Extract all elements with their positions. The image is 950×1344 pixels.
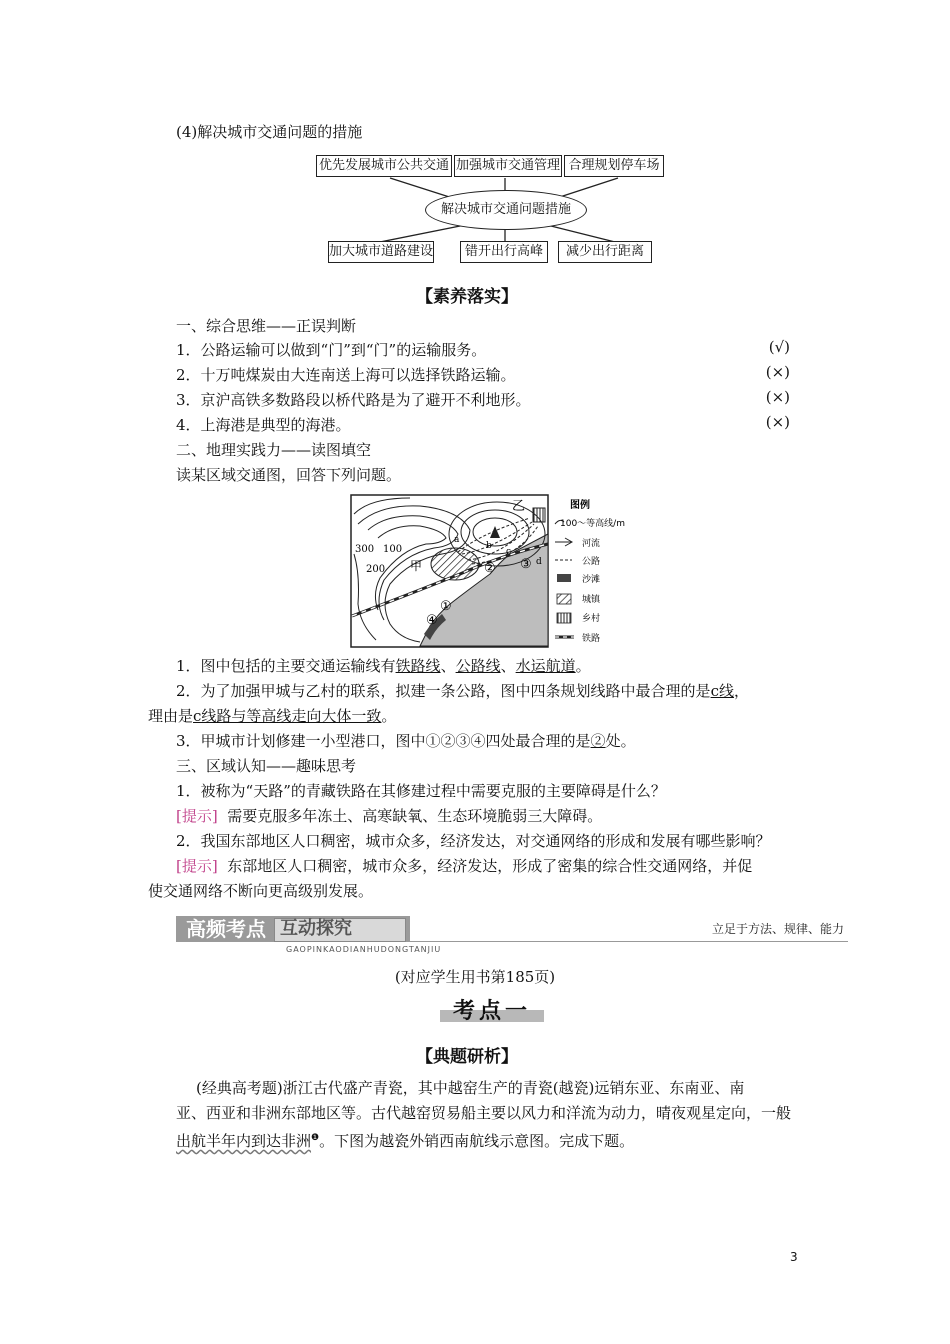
measure-box-traffic-management: 加强城市交通管理 bbox=[454, 155, 562, 177]
part2-title: 二、地理实践力——读图填空 bbox=[176, 441, 372, 459]
judgment-mark-2: (×) bbox=[765, 363, 790, 381]
map-question-1: 1．图中包括的主要交通运输线有铁路线、公路线、水运航道。 bbox=[176, 657, 591, 675]
map-legend bbox=[555, 498, 625, 644]
legend-beach: 沙滩 bbox=[582, 575, 601, 585]
banner-pinyin: GAOPINKAODIANHUDONGTANJIU bbox=[286, 945, 442, 954]
dianti-heading: 【典题研析】 bbox=[416, 1047, 518, 1067]
think-answer-2-cont: 使交通网络不断向更高级别发展。 bbox=[148, 882, 374, 900]
map-label-d: d bbox=[536, 557, 542, 567]
map-question-2: 2．为了加强甲城与乙村的联系，拟建一条公路，图中四条规划线路中最合理的是c线， bbox=[176, 682, 749, 700]
banner-right-text: 立足于方法、规律、能力 bbox=[711, 922, 844, 936]
map-label-b: b bbox=[486, 541, 492, 551]
legend-railway: 铁路 bbox=[582, 634, 601, 644]
judgment-item-2: 2．十万吨煤炭由大连南送上海可以选择铁路运输。 bbox=[176, 366, 516, 384]
kaodian-title: 考点一 bbox=[452, 999, 531, 1024]
measure-center-ellipse: 解决城市交通问题措施 bbox=[425, 190, 587, 230]
measure-box-reduce-distance: 减少出行距离 bbox=[558, 241, 652, 263]
map-label-1: ① bbox=[440, 599, 452, 614]
legend-river: 河流 bbox=[582, 539, 601, 549]
legend-contour: 100～等高线/m bbox=[560, 519, 625, 529]
map-label-3: ③ bbox=[520, 557, 532, 572]
section-banner bbox=[176, 912, 848, 958]
map-label-jia: 甲 bbox=[410, 559, 423, 573]
section-title: (4)解决城市交通问题的措施 bbox=[176, 123, 363, 141]
measure-box-stagger-peak: 错开出行高峰 bbox=[460, 241, 548, 263]
measure-box-road-construction: 加大城市道路建设 bbox=[328, 241, 434, 263]
judgment-mark-3: (×) bbox=[765, 388, 790, 406]
map-label-2: ② bbox=[484, 561, 496, 576]
legend-village: 乡村 bbox=[582, 614, 601, 624]
think-answer-1: [提示] 需要克服多年冻土、高寒缺氧、生态环境脆弱三大障碍。 bbox=[176, 807, 603, 825]
judgment-mark-4: (×) bbox=[765, 413, 790, 431]
map-label-100: 100 bbox=[383, 544, 403, 555]
question-paragraph-line-3: 出航半年内到达非洲$^❶$。下图为越瓷外销西南航线示意图。完成下题。 bbox=[176, 1132, 635, 1150]
think-answer-2: [提示] 东部地区人口稠密，城市众多，经济发达，形成了密集的综合性交通网络，并促 bbox=[176, 857, 753, 875]
map-question-3: 3．甲城市计划修建一小型港口，图中①②③④四处最合理的是②处。 bbox=[176, 732, 636, 750]
legend-road: 公路 bbox=[582, 557, 601, 567]
question-paragraph-line-1: (经典高考题)浙江古代盛产青瓷，其中越窑生产的青瓷(越瓷)远销东亚、东南亚、南 bbox=[196, 1079, 745, 1097]
map-label-a: a bbox=[454, 535, 460, 545]
map-label-yi: 乙 bbox=[512, 499, 526, 514]
banner-title-b: 互动探究 bbox=[280, 918, 352, 939]
banner-title-a: 高频考点 bbox=[186, 917, 266, 941]
think-question-2: 2．我国东部地区人口稠密，城市众多，经济发达，对交通网络的形成和发展有哪些影响？ bbox=[176, 832, 771, 850]
kaodian-title-block bbox=[440, 994, 544, 1024]
map-label-200: 200 bbox=[366, 564, 386, 575]
judgment-mark-1: (√) bbox=[768, 338, 790, 356]
judgment-item-4: 4．上海港是典型的海港。 bbox=[176, 416, 351, 434]
map-label-300: 300 bbox=[355, 544, 375, 555]
regional-traffic-map bbox=[350, 494, 650, 652]
measure-box-parking: 合理规划停车场 bbox=[564, 155, 664, 177]
part1-title: 一、综合思维——正误判断 bbox=[176, 317, 357, 335]
legend-title: 图例 bbox=[570, 500, 590, 511]
measure-box-public-transport: 优先发展城市公共交通 bbox=[316, 155, 452, 177]
suyang-heading: 【素养落实】 bbox=[416, 287, 518, 307]
part3-title: 三、区域认知——趣味思考 bbox=[176, 757, 357, 775]
map-label-c: c bbox=[506, 547, 512, 557]
page-number: 3 bbox=[790, 1250, 798, 1264]
judgment-item-1: 1．公路运输可以做到“门”到“门”的运输服务。 bbox=[176, 341, 487, 359]
think-question-1: 1．被称为“天路”的青藏铁路在其修建过程中需要克服的主要障碍是什么？ bbox=[176, 782, 666, 800]
part2-intro: 读某区域交通图，回答下列问题。 bbox=[176, 466, 402, 484]
judgment-item-3: 3．京沪高铁多数路段以桥代路是为了避开不利地形。 bbox=[176, 391, 531, 409]
legend-town: 城镇 bbox=[582, 595, 601, 605]
map-label-4: ④ bbox=[426, 613, 438, 628]
map-question-2-reason: 理由是c线路与等高线走向大体一致。 bbox=[148, 707, 397, 725]
question-paragraph-line-2: 亚、西亚和非洲东部地区等。古代越窑贸易船主要以风力和洋流为动力，晴夜观星定向，一般 bbox=[176, 1104, 792, 1122]
reference-page: (对应学生用书第185页) bbox=[394, 968, 556, 986]
